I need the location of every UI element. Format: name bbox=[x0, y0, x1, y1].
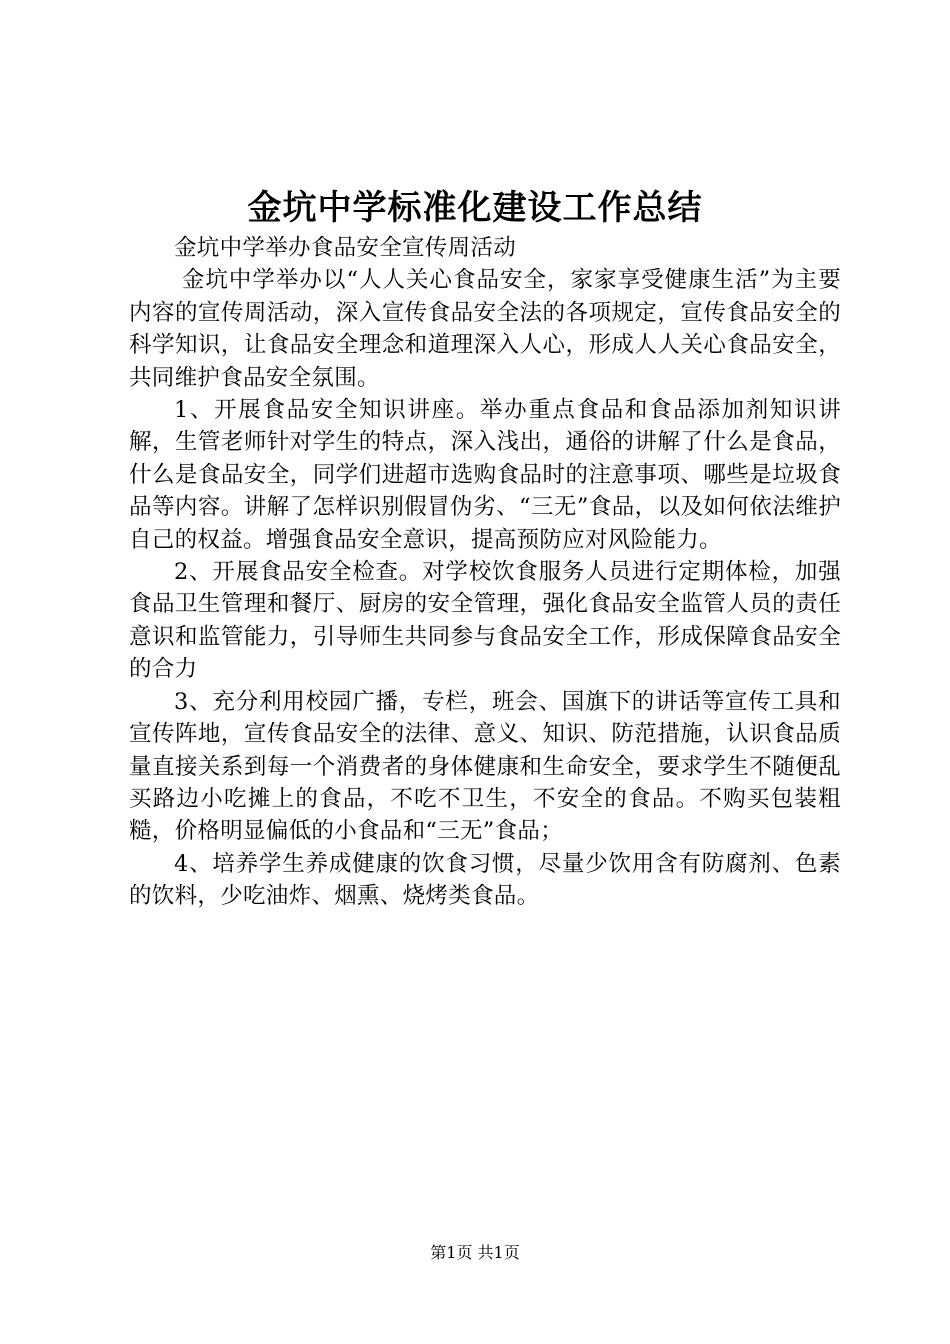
intro-paragraph: 金坑中学举办以“人人关心食品安全，家家享受健康生活”为主要内容的宣传周活动，深入宣传食品安全法的各项规定，宣传食品安全的科学知识，让食品安全理念和道理深入人心，形成人人关心食品安全，共同维护食品安全氛围。 bbox=[129, 267, 841, 391]
item-paragraph-2: 2、开展食品安全检查。对学校饮食服务人员进行定期体检，加强食品卫生管理和餐厅、厨房的安全管理，强化食品安全监管人员的责任意识和监管能力，引导师生共同参与食品安全工作，形成保障食品安全的合力 bbox=[129, 559, 841, 683]
item-paragraph-4: 4、培养学生养成健康的饮食习惯，尽量少饮用含有防腐剂、色素的饮料，少吃油炸、烟熏、烧烤类食品。 bbox=[129, 850, 841, 910]
subtitle-paragraph: 金坑中学举办食品安全宣传周活动 bbox=[174, 235, 517, 261]
document-body bbox=[129, 232, 841, 913]
page-footer: 第1页 共1页 bbox=[430, 1243, 520, 1262]
item-paragraph-3: 3、充分利用校园广播，专栏，班会、国旗下的讲话等宣传工具和宣传阵地，宣传食品安全的法律、意义、知识、防范措施，认识食品质量直接关系到每一个消费者的身体健康和生命安全，要求学生不随便乱买路边小吃摊上的食品，不吃不卫生，不安全的食品。不购买包装粗糙，价格明显偏低的小食品和“三无”食品； bbox=[129, 688, 841, 845]
item-paragraph-1: 1、开展食品安全知识讲座。举办重点食品和食品添加剂知识讲解，生管老师针对学生的特点，深入浅出，通俗的讲解了什么是食品，什么是食品安全，同学们进超市选购食品时的注意事项、哪些是垃圾食品等内容。讲解了怎样识别假冒伪劣、“三无”食品，以及如何依法维护自己的权益。增强食品安全意识，提高预防应对风险能力。 bbox=[129, 397, 841, 553]
document-title: 金坑中学标准化建设工作总结 bbox=[247, 188, 703, 228]
